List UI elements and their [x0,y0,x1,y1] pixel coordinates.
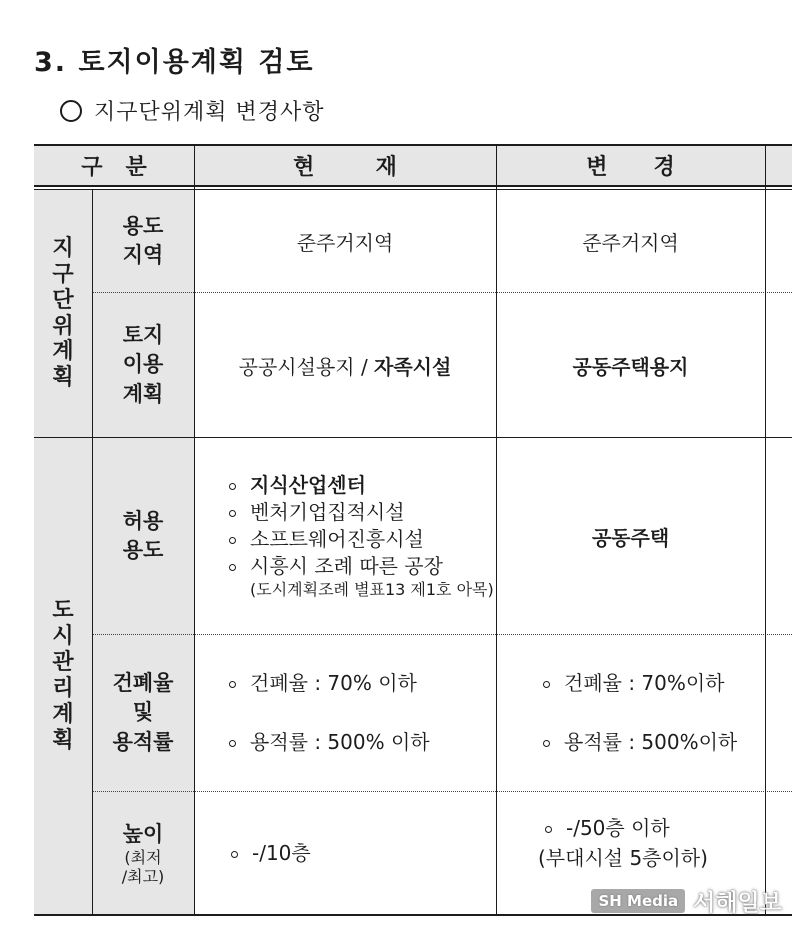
permitted-current [194,438,496,634]
header-category: 구 분 [81,154,147,180]
header-change: 변 경 [586,154,675,180]
height-change-item: -/50층 이하 [542,815,708,842]
row-label-ratio: 건폐율 및 용적률 [112,670,174,754]
watermark-logo: SH Media [591,889,685,913]
land-use-current [194,293,496,437]
group-district-plan [34,190,92,437]
permitted-note: (도시계획조례 별표13 제1호 아목) [250,580,494,600]
subsection-title [60,95,325,126]
row-label-zoning: 용도 지역 [122,213,164,267]
subsection-title-text: 지구단위계획 변경사항 [94,100,325,125]
height-label-sub: (최저 /최고) [121,848,165,886]
group-urban-plan [34,438,92,914]
group-district-plan-label: 지구단위계획 [52,235,74,391]
ratio-change-item: 건폐율 : 70%이하 [540,670,737,697]
height-current [194,792,496,914]
ratio-current-item: 용적률 : 500% 이하 [226,729,430,756]
ratio-current-item: 건폐율 : 70% 이하 [226,670,430,697]
ratio-current [194,635,496,791]
land-use-current-plain: 공공시설용지 / [238,354,375,379]
permitted-change: 공동주택 [591,525,670,550]
watermark-text: 서해일보 [693,890,782,916]
circle-bullet-icon [60,100,82,122]
height-current-item: -/10층 [228,840,311,867]
permitted-item: 시흥시 조례 따른 공장 [226,553,494,580]
ratio-change [496,635,765,791]
land-use-change: 공동주택용지 [572,354,689,379]
row-label-land-use: 토지 이용 계획 [122,322,164,406]
row-label-permitted: 허용 용도 [122,508,164,562]
permitted-item: 소프트웨어진흥시설 [226,526,494,553]
permitted-item: 벤처기업집적시설 [226,499,494,526]
ratio-change-item: 용적률 : 500%이하 [540,729,737,756]
header-current: 현 재 [293,154,397,180]
height-label: 높이 [122,821,164,846]
zoning-change: 준주거지역 [582,230,679,255]
section-title: 3. 토지이용계획 검토 [34,47,315,78]
row-label-height [92,792,194,914]
permitted-item: 지식산업센터 [226,472,494,499]
zoning-current: 준주거지역 [296,230,394,255]
land-use-current-bold: 자족시설 [374,354,452,379]
height-change-note: (부대시설 5층이하) [538,846,708,870]
group-urban-plan-label: 도시관리계획 [52,598,74,753]
watermark [591,884,782,917]
